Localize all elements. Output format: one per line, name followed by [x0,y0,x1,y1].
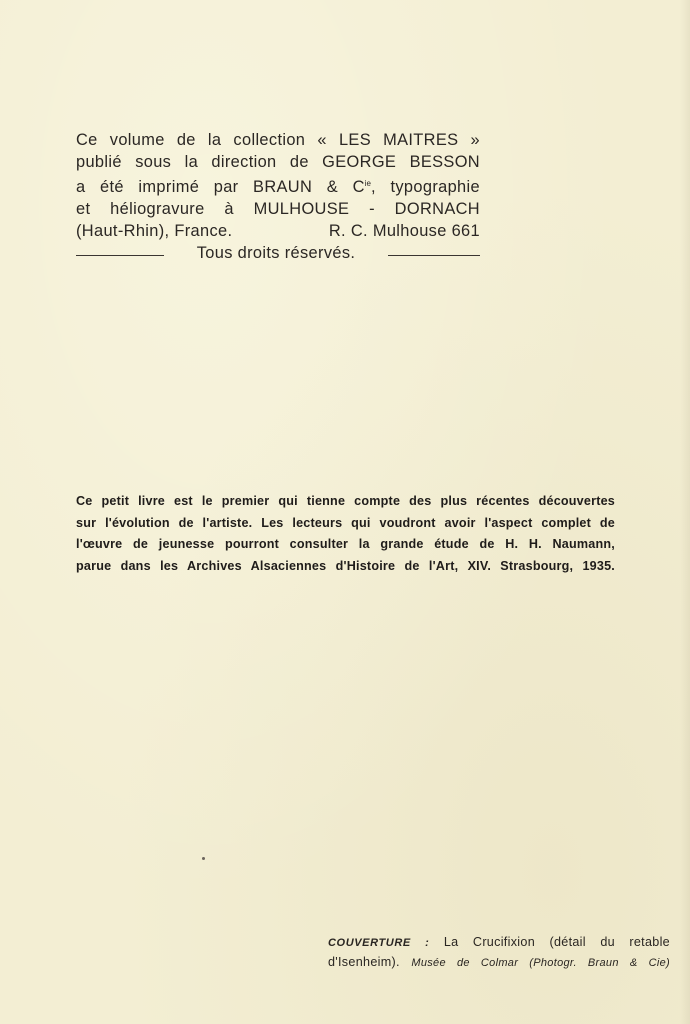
caption-line-1 [328,933,670,953]
caption-label: COUVERTURE : [328,937,430,949]
colophon [76,129,480,264]
rule-left [76,255,164,256]
colophon-line-1: Ce volume de la collection « LES MAITRES » [76,131,480,149]
rule-right [388,255,480,256]
caption-title-end: d'Isenheim). [328,955,400,969]
cover-caption [328,933,670,973]
caption-title: La Crucifixion (détail du retable [443,935,670,949]
colophon-line-3-sup: ie [364,179,371,188]
colophon-line-3 [76,173,480,198]
note-line: parue dans les Archives Alsaciennes d'Histoire de l'Art, XIV. Strasbourg, 1935. [76,558,615,573]
caption-line-2 [328,953,670,973]
note-paragraph [76,491,615,577]
rights-text: Tous droits réservés. [196,244,356,262]
colophon-location: (Haut-Rhin), France. [76,222,233,240]
paper-speck [202,857,205,860]
colophon-line-3-rest: , typographie [371,178,480,196]
colophon-registry: R. C. Mulhouse 661 [328,222,480,240]
note-line: Ce petit livre est le premier qui tienne compte des plus récentes découvertes [76,494,615,508]
colophon-line-3-text: a été imprimé par BRAUN & C [76,178,365,196]
caption-credit: Musée de Colmar (Photogr. Braun & Cie) [411,957,670,969]
page-edge-shadow [680,0,690,1024]
rights-line [76,242,480,264]
colophon-line-2: publié sous la direction de GEORGE BESSON [76,153,480,171]
colophon-line-5 [76,220,480,242]
note-line: sur l'évolution de l'artiste. Les lecteurs qui voudront avoir l'aspect complet de [76,515,615,530]
note-line: l'œuvre de jeunesse pourront consulter la grande étude de H. H. Naumann, [76,537,615,551]
colophon-line-4: et héliogravure à MULHOUSE - DORNACH [76,200,480,218]
